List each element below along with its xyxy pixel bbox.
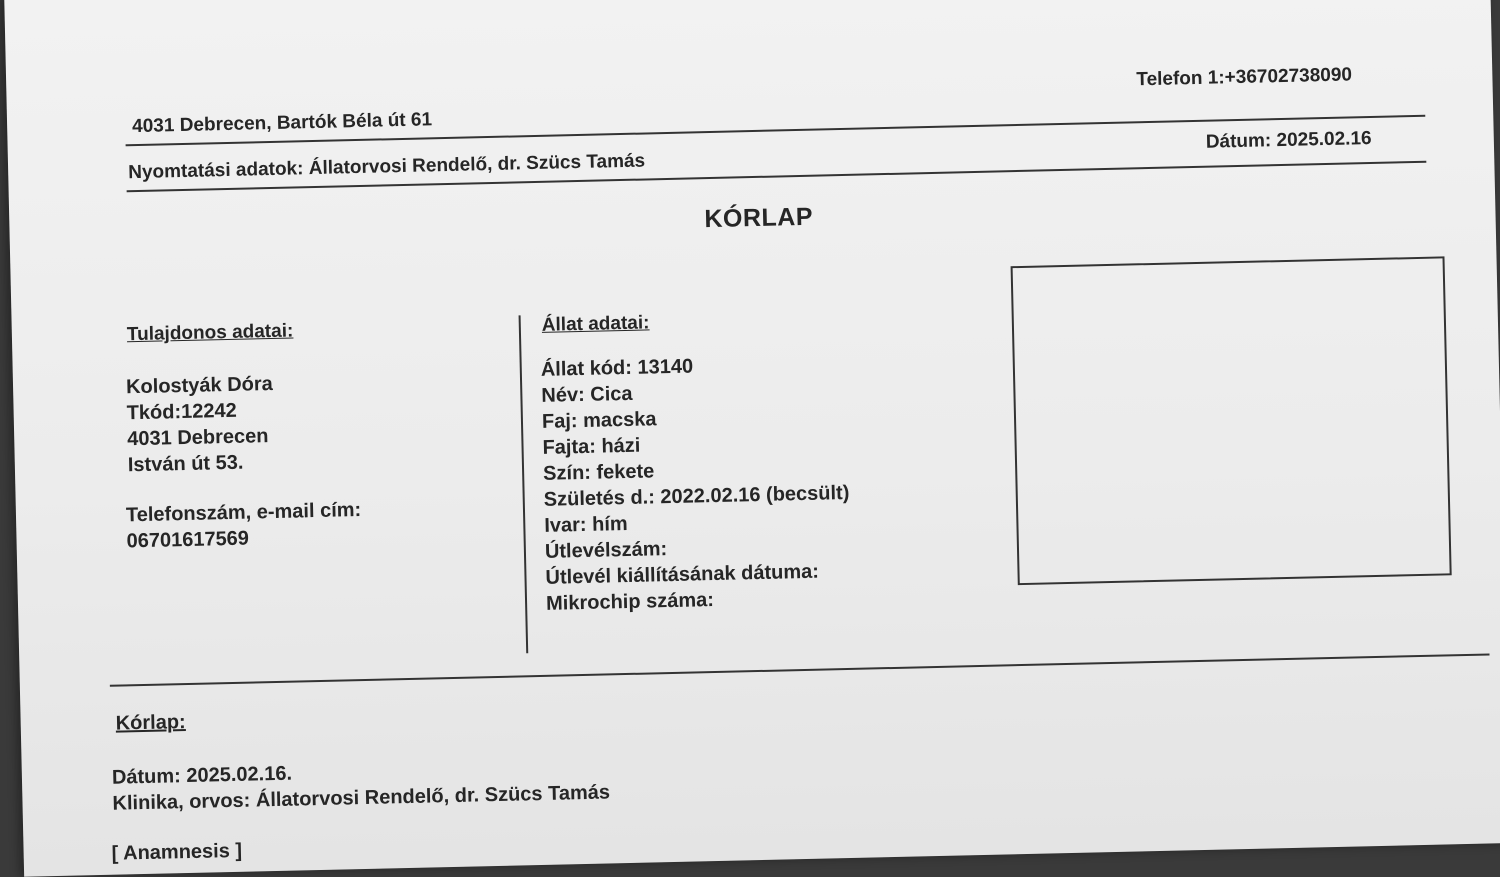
record-section-heading: Kórlap: <box>115 711 186 735</box>
owner-section-heading: Tulajdonos adatai: <box>126 320 294 346</box>
animal-code: Állat kód: 13140 <box>540 355 694 381</box>
owner-street: István út 53. <box>127 451 244 477</box>
animal-microchip: Mikrochip száma: <box>545 589 715 615</box>
owner-city: 4031 Debrecen <box>127 425 269 451</box>
animal-breed: Fajta: házi <box>542 434 641 459</box>
animal-details <box>541 350 853 617</box>
document-title: KÓRLAP <box>704 202 814 234</box>
photo-box <box>1011 256 1452 585</box>
owner-name: Kolostyák Dóra <box>125 372 274 399</box>
animal-birth-date: Születés d.: 2022.02.16 (becsült) <box>543 481 850 511</box>
owner-contact-label: Telefonszám, e-mail cím: <box>125 499 362 527</box>
record-next-section: [ Anamnesis ] <box>111 839 243 865</box>
animal-passport-number: Útlevélszám: <box>544 538 668 563</box>
owner-contact <box>126 497 362 554</box>
animal-color: Szín: fekete <box>542 460 655 485</box>
animal-name: Név: Cica <box>541 382 633 407</box>
record-clinic: Klinika, orvos: Állatorvosi Rendelő, dr. Szücs Tamás <box>112 781 611 815</box>
clinic-phone: Telefon 1:+36702738090 <box>1136 64 1353 91</box>
header-date: Dátum: 2025.02.16 <box>1205 127 1372 153</box>
owner-contact-value: 06701617569 <box>126 527 250 553</box>
owner-details <box>126 371 275 478</box>
document-page <box>4 0 1500 877</box>
owner-code: Tkód:12242 <box>126 399 237 425</box>
record-divider <box>110 653 1490 686</box>
print-info: Nyomtatási adatok: Állatorvosi Rendelő, dr. Szücs Tamás <box>127 150 646 184</box>
animal-sex: Ivar: hím <box>544 512 628 537</box>
animal-passport-date: Útlevél kiállításának dátuma: <box>545 560 820 589</box>
column-divider <box>519 315 529 653</box>
animal-species: Faj: macska <box>541 408 657 433</box>
record-date: Dátum: 2025.02.16. <box>111 762 293 789</box>
clinic-address: 4031 Debrecen, Bartók Béla út 61 <box>131 109 433 138</box>
animal-section-heading: Állat adatai: <box>541 312 650 336</box>
